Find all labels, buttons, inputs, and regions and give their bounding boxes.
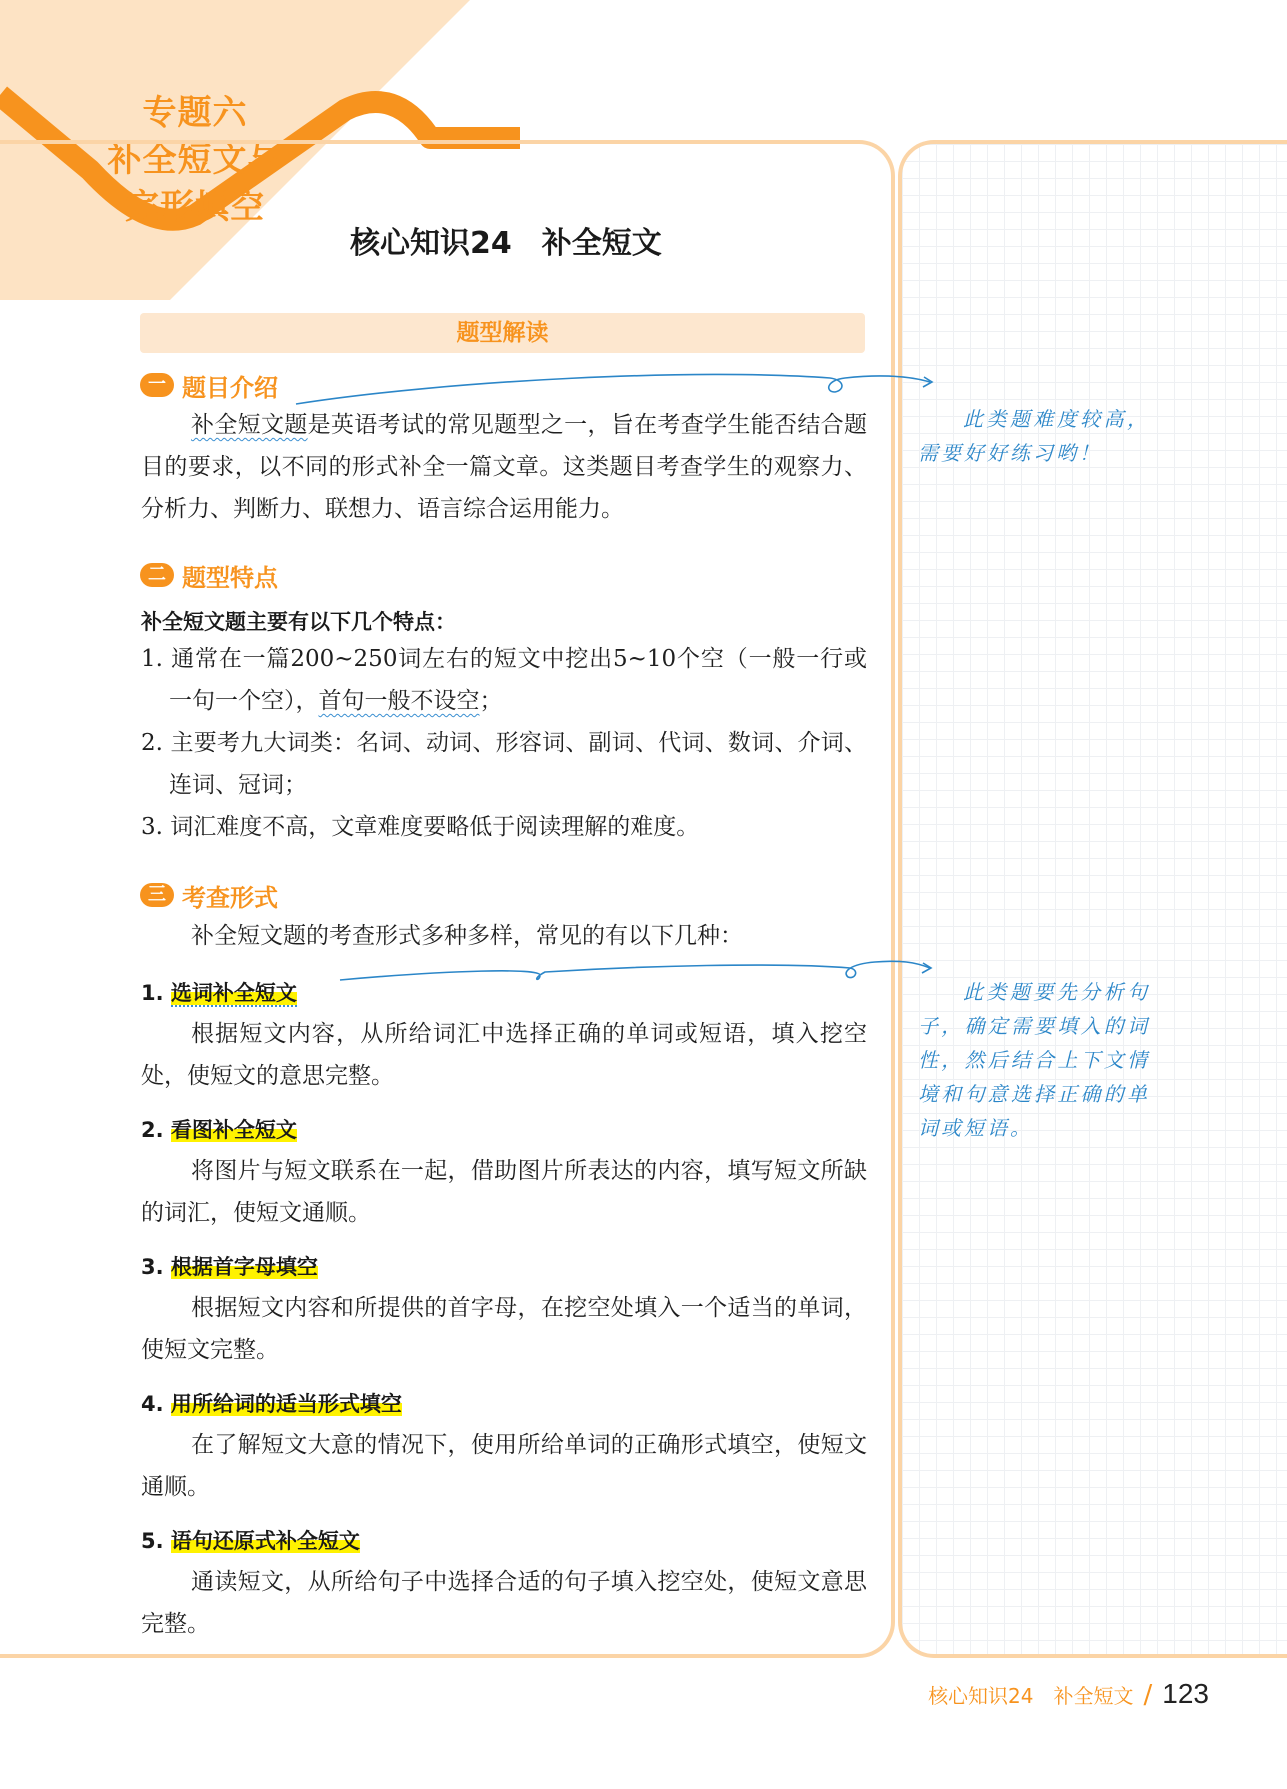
feature-text-end: ； bbox=[479, 688, 503, 714]
section-heading-1 bbox=[140, 368, 278, 402]
section-banner: 题型解读 bbox=[140, 313, 865, 353]
intro-term: 补全短文题 bbox=[191, 412, 308, 438]
features-list bbox=[141, 638, 867, 848]
connector-line-2 bbox=[340, 961, 930, 980]
form-number: 2. bbox=[141, 1118, 164, 1142]
list-item bbox=[141, 638, 867, 722]
section-number-badge: 三 bbox=[140, 883, 174, 907]
chapter-line-1: 专题六 bbox=[142, 93, 248, 133]
form-title: 语句还原式补全短文 bbox=[170, 1529, 360, 1553]
form-heading-4 bbox=[141, 1388, 402, 1418]
margin-note-2: 此类题要先分析句子，确定需要填入的词性，然后结合上下文情境和句意选择正确的单词或短语。 bbox=[918, 980, 1150, 1140]
page-title: 核心知识24 补全短文 bbox=[350, 226, 662, 261]
margin-note-1: 此类题难度较高，需要好好练习哟！ bbox=[918, 407, 1150, 465]
section-number-badge: 一 bbox=[140, 373, 174, 397]
list-item: 3. 词汇难度不高，文章难度要略低于阅读理解的难度。 bbox=[141, 814, 700, 840]
notes-grid-panel bbox=[898, 140, 1287, 1658]
chapter-line-2: 补全短文与 bbox=[107, 140, 283, 180]
features-lead: 补全短文题主要有以下几个特点： bbox=[141, 610, 456, 634]
form-number: 3. bbox=[141, 1255, 164, 1279]
footer-divider: / bbox=[1143, 1680, 1153, 1710]
form-title: 选词补全短文 bbox=[170, 981, 297, 1005]
form-heading-1 bbox=[141, 977, 297, 1007]
feature-text: 1. 通常在一篇200~250词左右的短文中挖出5~10个空（一般一行或一句一个空）， bbox=[141, 646, 867, 714]
form-description-4: 在了解短文大意的情况下，使用所给单词的正确形式填空，使短文通顺。 bbox=[141, 1432, 867, 1500]
chapter-line-3: 完形填空 bbox=[125, 187, 265, 227]
form-description-3: 根据短文内容和所提供的首字母，在挖空处填入一个适当的单词，使短文完整。 bbox=[141, 1295, 867, 1363]
forms-lead: 补全短文题的考查形式多种多样，常见的有以下几种： bbox=[191, 923, 743, 949]
section-heading-2 bbox=[140, 558, 278, 592]
section-title: 题目介绍 bbox=[182, 373, 278, 402]
form-description-1: 根据短文内容，从所给词汇中选择正确的单词或短语，填入挖空处，使短文的意思完整。 bbox=[141, 1021, 867, 1089]
intro-paragraph bbox=[141, 404, 867, 530]
intro-text: 是英语考试的常见题型之一，旨在考查学生能否结合题目的要求，以不同的形式补全一篇文章。这类题目考查学生的观察力、分析力、判断力、联想力、语言综合运用能力。 bbox=[141, 412, 868, 522]
connector-line-1 bbox=[296, 374, 930, 404]
form-number: 5. bbox=[141, 1529, 164, 1553]
list-item: 2. 主要考九大词类：名词、动词、形容词、副词、代词、数词、介词、连词、冠词； bbox=[141, 730, 867, 798]
form-title: 看图补全短文 bbox=[170, 1118, 297, 1142]
form-number: 4. bbox=[141, 1392, 164, 1416]
form-description-2: 将图片与短文联系在一起，借助图片所表达的内容，填写短文所缺的词汇，使短文通顺。 bbox=[141, 1158, 867, 1226]
page-number: 123 bbox=[1162, 1678, 1209, 1709]
form-heading-3 bbox=[141, 1251, 318, 1281]
form-description-5: 通读短文，从所给句子中选择合适的句子填入挖空处，使短文意思完整。 bbox=[141, 1569, 867, 1637]
section-heading-3 bbox=[140, 878, 278, 912]
form-title: 用所给词的适当形式填空 bbox=[170, 1392, 402, 1416]
form-heading-2 bbox=[141, 1114, 297, 1144]
section-number-badge: 二 bbox=[140, 563, 174, 587]
section-title: 考查形式 bbox=[182, 883, 278, 912]
form-title: 根据首字母填空 bbox=[170, 1255, 318, 1279]
form-number: 1. bbox=[141, 981, 164, 1005]
feature-emphasis: 首句一般不设空 bbox=[318, 688, 480, 714]
chapter-label bbox=[100, 90, 290, 231]
footer-section-label: 核心知识24 补全短文 bbox=[928, 1684, 1134, 1708]
page-footer bbox=[928, 1678, 1209, 1710]
section-title: 题型特点 bbox=[182, 563, 278, 592]
form-heading-5 bbox=[141, 1525, 360, 1555]
